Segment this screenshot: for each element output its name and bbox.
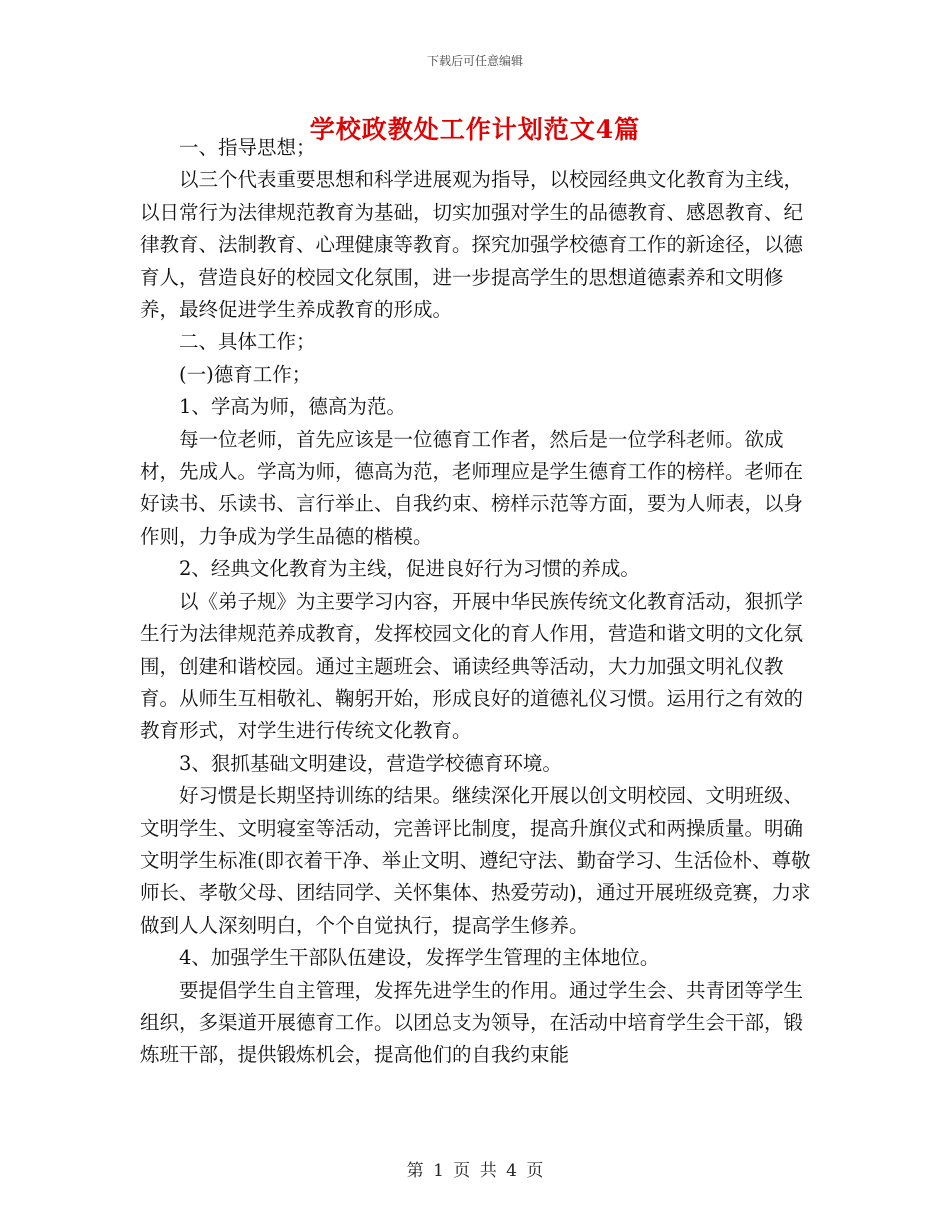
item-heading-3: 3、狠抓基础文明建设，营造学校德育环境。: [179, 751, 562, 775]
document-body: [140, 132, 820, 1072]
heading-moral-education: (一)德育工作；: [179, 362, 312, 386]
heading-guiding-thought: 一、指导思想；: [179, 136, 316, 159]
item-heading-1: 1、学高为师，德高为范。: [179, 395, 406, 419]
item-heading-2: 2、经典文化教育为主线，促进良好行为习惯的养成。: [179, 557, 640, 581]
document-title: 学校政教处工作计划范文4篇: [309, 115, 641, 144]
paragraph-item-3: 好习惯是长期坚持训练的结果。继续深化开展以创文明校园、文明班级、文明学生、文明寝室等活动，完善评比制度，提高升旗仪式和两操质量。明确文明学生标准(即衣着干净、举止文明、遵纪守法、勤奋学习、生活俭朴、尊敬师长、孝敬父母、团结同学、关怀集体、热爱劳动)，通过开展班级竞赛，力求做到人人深刻明白，个个自觉执行，提高学生修养。: [140, 784, 811, 937]
paragraph-guiding-thought: 以三个代表重要思想和科学进展观为指导，以校园经典文化教育为主线，以日常行为法律规范教育为基础，切实加强对学生的品德教育、感恩教育、纪律教育、法制教育、心理健康等教育。探究加强学校德育工作的新途径，以德育人，营造良好的校园文化氛围，进一步提高学生的思想道德素养和文明修养，最终促进学生养成教育的形成。: [140, 168, 804, 322]
heading-specific-work: 二、具体工作；: [179, 330, 316, 354]
paragraph-item-1: 每一位老师，首先应该是一位德育工作者，然后是一位学科老师。欲成材，先成人。学高为师，德高为范，老师理应是学生德育工作的榜样。老师在好读书、乐读书、言行举止、自我约束、榜样示范等方面，要为人师表，以身作则，力争成为学生品德的楷模。: [140, 427, 804, 548]
page-header-note: 下载后可任意编辑: [426, 54, 523, 68]
paragraph-item-2: 以《弟子规》为主要学习内容，开展中华民族传统文化教育活动，狠抓学生行为法律规范养成教育，发挥校园文化的育人作用，营造和谐文明的文化氛围，创建和谐校园。通过主题班会、诵读经典等活动，大力加强文明礼仪教育。从师生互相敬礼、鞠躬开始，形成良好的道德礼仪习惯。运用行之有效的教育形式，对学生进行传统文化教育。: [140, 589, 804, 743]
page-number-footer: 第 1 页 共 4 页: [406, 1161, 544, 1181]
paragraph-item-4: 要提倡学生自主管理，发挥先进学生的作用。通过学生会、共青团等学生组织，多渠道开展德育工作。以团总支为领导，在活动中培育学生会干部，锻炼班干部，提供锻炼机会，提高他们的自我约束能: [140, 978, 804, 1067]
item-heading-4: 4、加强学生干部队伍建设，发挥学生管理的主体地位。: [179, 946, 660, 970]
